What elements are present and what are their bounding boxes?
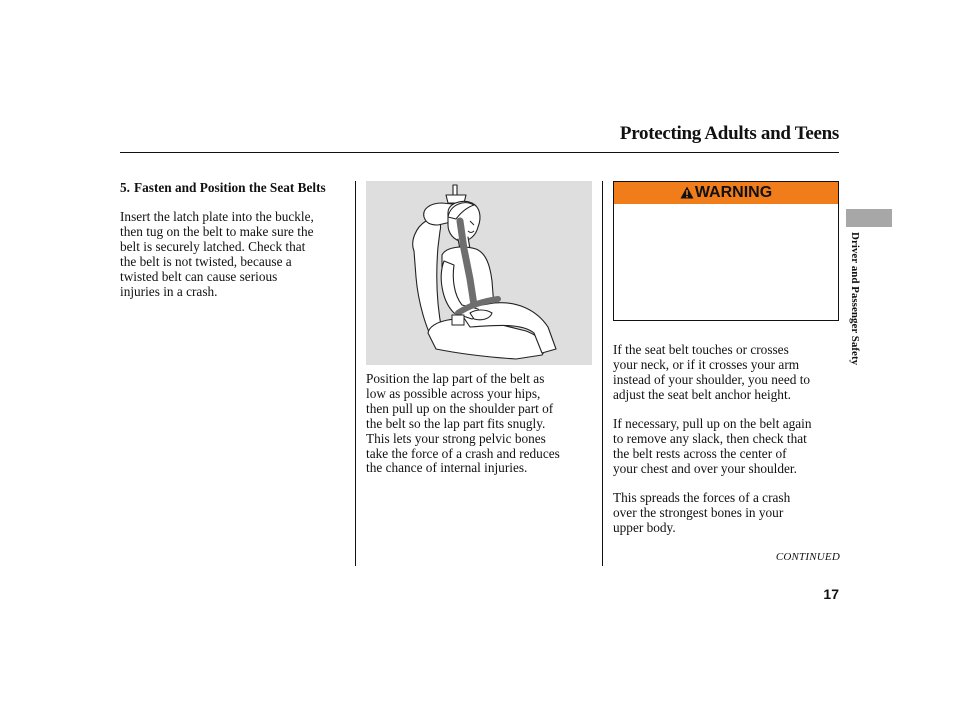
- column-divider-right: [602, 181, 603, 566]
- section-label: Driver and Passenger Safety: [849, 232, 861, 366]
- lap-belt-paragraph: Position the lap part of the belt as low as possible across your hips, then pull up on the shoulder part of the belt so the lap part fits snugly. This lets your strong pelvic bones take the force of a crash and reduces the chance of internal injuries.: [366, 371, 560, 476]
- warning-box: [613, 181, 839, 321]
- forces-paragraph: This spreads the forces of a crash over the strongest bones in your upper body.: [613, 490, 791, 535]
- warning-banner: [614, 182, 838, 204]
- warning-label: WARNING: [694, 184, 773, 201]
- page-title: Protecting Adults and Teens: [619, 123, 839, 144]
- step-number: 5.: [120, 180, 130, 195]
- seat-belt-illustration: [366, 181, 592, 365]
- latch-instructions-paragraph: Insert the latch plate into the buckle, then tug on the belt to make sure the belt is securely latched. Check that the belt is not twisted, because a twisted belt can cause serious injuries in a crash.: [120, 209, 314, 299]
- page-number: 17: [823, 586, 839, 602]
- column-divider-left: [355, 181, 356, 566]
- continued-label: CONTINUED: [775, 551, 840, 563]
- anchor-height-paragraph: If the seat belt touches or crosses your neck, or if it crosses your arm instead of your shoulder, you need to adjust the seat belt anchor height.: [613, 342, 811, 402]
- remove-slack-paragraph: If necessary, pull up on the belt again to remove any slack, then check that the belt rests across the center of your chest and over your shoulder.: [613, 416, 812, 476]
- seated-person-with-seat-belt-illustration: [366, 181, 592, 365]
- warning-triangle-icon: [680, 186, 694, 199]
- section-tab: [846, 209, 892, 227]
- title-rule: [120, 152, 839, 153]
- step-heading: [120, 180, 350, 195]
- step-title: Fasten and Position the Seat Belts: [134, 180, 326, 195]
